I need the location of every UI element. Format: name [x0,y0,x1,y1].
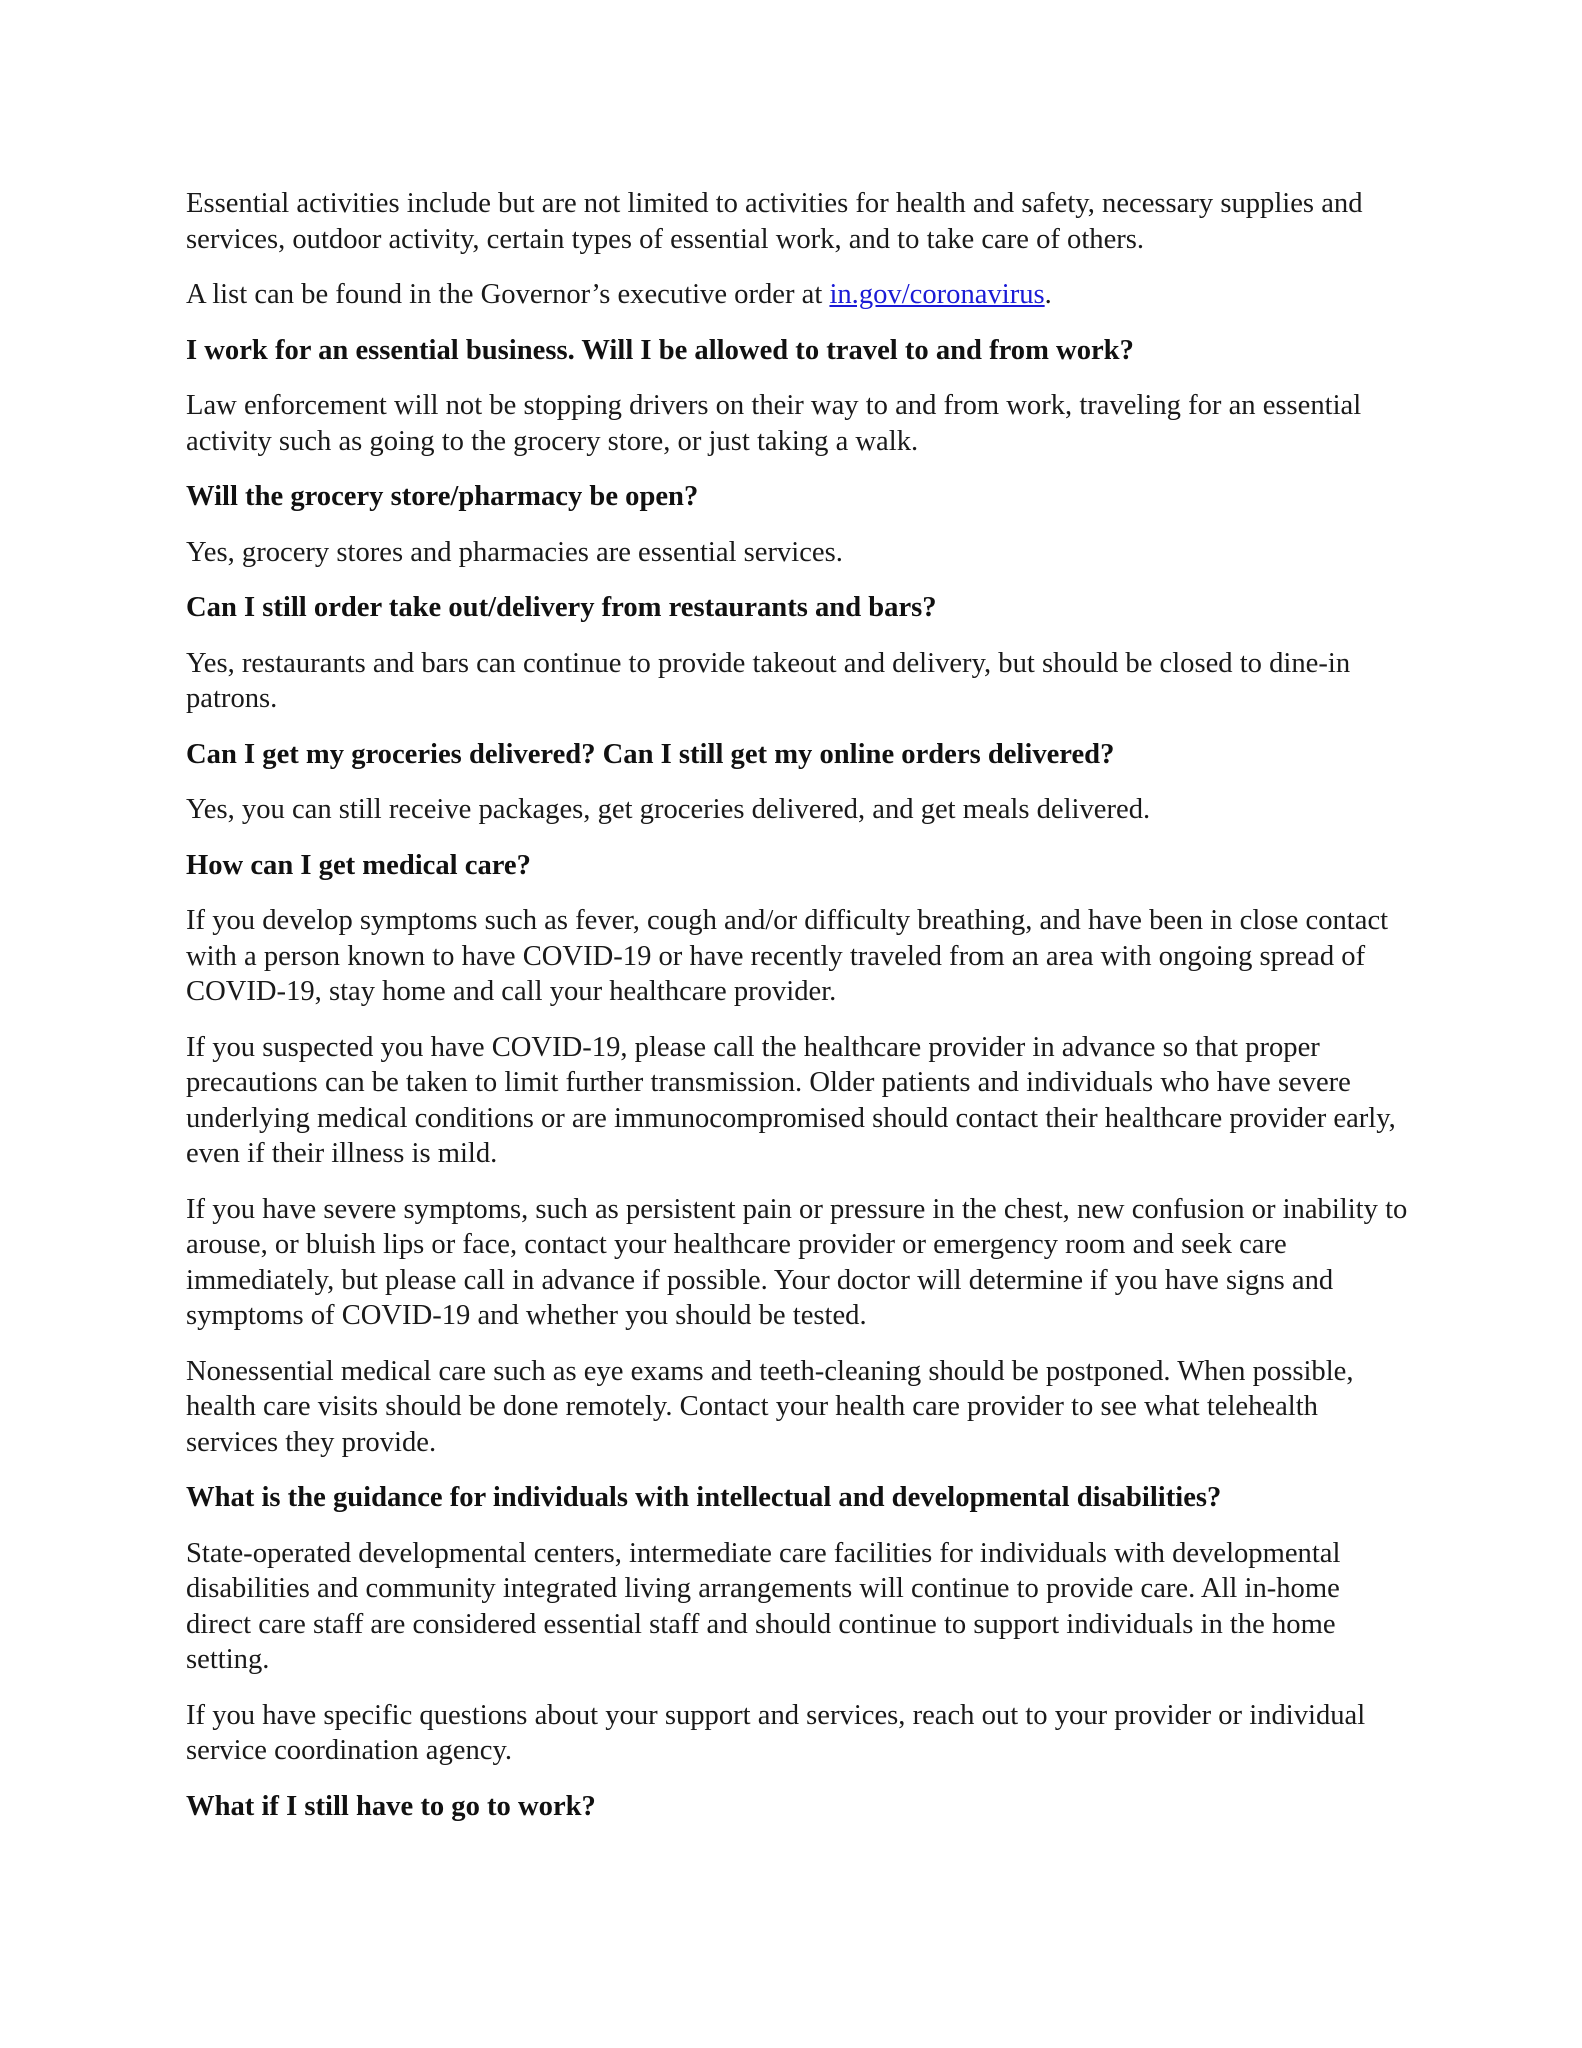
answer-medical-care-symptoms: If you develop symptoms such as fever, cough and/or difficulty breathing, and have been in close contact with a person known to have COVID-19 or have recently traveled from an area with ongoing spread of COVID-19, stay home and call your healthcare provider. [186,905,1389,1007]
executive-order-paragraph [186,277,1412,313]
answer-disabilities-centers: State-operated developmental centers, intermediate care facilities for individuals with developmental disabilities and community integrated living arrangements will continue to provide care. All in-home direct care staff are considered essential staff and should continue to support individuals in the home setting. [186,1537,1341,1675]
question-medical-care: How can I get medical care? [186,849,531,881]
answer-takeout-delivery: Yes, restaurants and bars can continue to provide takeout and delivery, but should be closed to dine-in patrons. [186,647,1351,714]
answer-groceries-delivered: Yes, you can still receive packages, get groceries delivered, and get meals delivered. [186,794,1151,825]
answer-travel-to-work: Law enforcement will not be stopping drivers on their way to and from work, traveling for an essential activity such as going to the grocery store, or just taking a walk. [186,390,1362,457]
answer-grocery-pharmacy: Yes, grocery stores and pharmacies are essential services. [186,536,843,568]
executive-order-text: A list can be found in the Governor’s executive order at [186,279,830,310]
coronavirus-link[interactable]: in.gov/coronavirus [829,279,1045,310]
question-travel-to-work: I work for an essential business. Will I be allowed to travel to and from work? [186,334,1134,366]
document-body [186,186,1412,1844]
answer-disabilities-questions: If you have specific questions about your support and services, reach out to your provider or individual service coordination agency. [186,1699,1366,1766]
answer-medical-care-suspected: If you suspected you have COVID-19, please call the healthcare provider in advance so that proper precautions can be taken to limit further transmission. Older patients and individuals who have severe underlying medical conditions or are immunocompromised should contact their healthcare provider early, even if their illness is mild. [186,1031,1396,1169]
answer-medical-care-severe: If you have severe symptoms, such as persistent pain or pressure in the chest, new confusion or inability to arouse, or bluish lips or face, contact your healthcare provider or emergency room and seek care immediately, but please call in advance if possible. Your doctor will determine if you have signs and symptoms of COVID-19 and whether you should be tested. [186,1193,1408,1331]
question-grocery-pharmacy: Will the grocery store/pharmacy be open? [186,481,699,512]
question-takeout-delivery: Can I still order take out/delivery from restaurants and bars? [186,592,937,623]
question-disabilities-guidance: What is the guidance for individuals with intellectual and developmental disabilities? [186,1482,1222,1513]
answer-medical-care-nonessential: Nonessential medical care such as eye exams and teeth-cleaning should be postponed. When possible, health care visits should be done remotely. Contact your health care provider to see what telehealth services they provide. [186,1355,1354,1458]
intro-paragraph: Essential activities include but are not limited to activities for health and safety, necessary supplies and services, outdoor activity, certain types of essential work, and to take care of others. [186,188,1363,255]
executive-order-period: . [1044,279,1052,310]
question-still-go-to-work: What if I still have to go to work? [186,1790,596,1822]
question-groceries-delivered: Can I get my groceries delivered? Can I still get my online orders delivered? [186,738,1115,770]
